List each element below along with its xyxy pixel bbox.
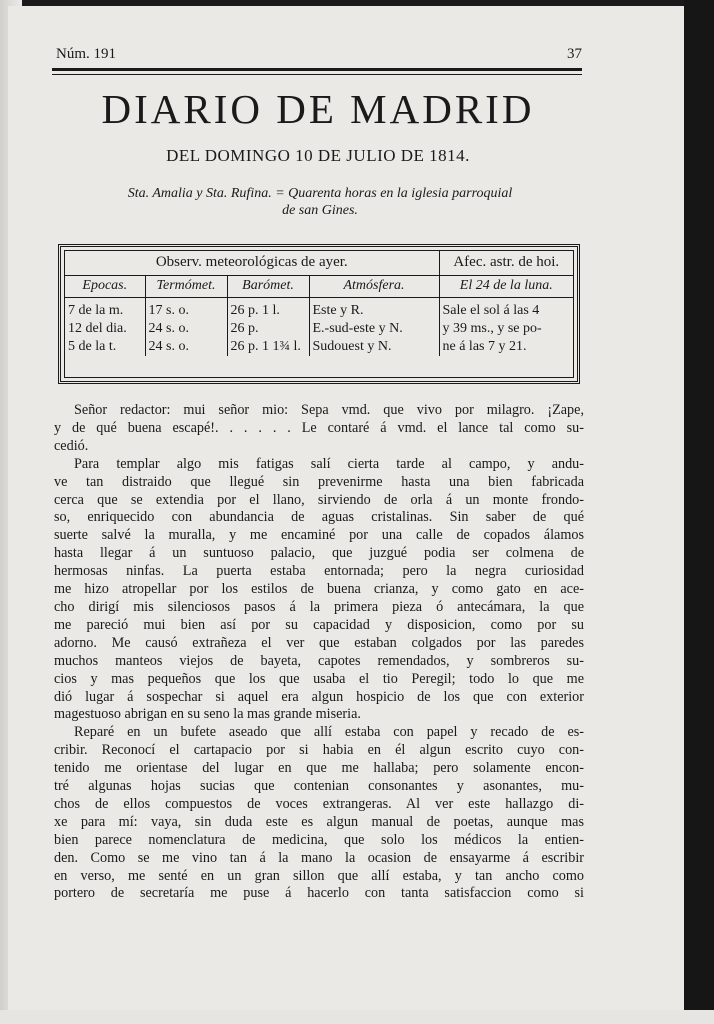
table-cell: 17 s. o. <box>145 297 227 320</box>
article-line: cedió. <box>54 437 89 454</box>
table-cell: Sale el sol á las 4 <box>439 297 573 320</box>
table-cell: Sudouest y N. <box>309 338 439 356</box>
article-line: me pareció mui bien así por su capacidad y disposicion, como por su <box>54 616 584 633</box>
table-cell: 26 p. 1 1¾ l. <box>227 338 309 356</box>
saints-of-the-day <box>70 185 570 219</box>
column-header: Barómet. <box>227 275 309 297</box>
header-rule-thick <box>52 68 582 71</box>
table-cell: 26 p. <box>227 320 309 338</box>
article-line: Señor redactor: mui señor mio: Sepa vmd. que vivo por milagro. ¡Zape, <box>74 402 584 418</box>
weather-heading-right: Afec. astr. de hoi. <box>439 251 573 275</box>
column-header: Atmósfera. <box>309 275 439 297</box>
article-body <box>54 402 584 903</box>
table-cell: 7 de la m. <box>68 302 124 318</box>
article-line: tré algunas hojas sucias que contenian consonantes y asonantes, mu- <box>54 778 584 795</box>
article-line: me hizo atropellar por los estilos de buena crianza, y como gato en ace- <box>54 581 584 598</box>
weather-table-inner <box>64 250 574 378</box>
table-cell: 12 del dia. <box>68 320 127 336</box>
article-line: y de qué buena escapé!. . . . . . Le contaré á vmd. el lance tal como su- <box>54 419 584 436</box>
article-line: xe para mí: vaya, sin duda este es algun manual de poetas, aunque mas <box>54 813 584 830</box>
article-line: ve tan distraido que llegué sin prevenirme hasta una bien fabricada <box>54 473 584 490</box>
masthead-date: DEL DOMINGO 10 DE JULIO DE 1814. <box>166 146 470 165</box>
weather-table <box>65 251 573 356</box>
article-line: so, enriquecido con abundancia de aguas cristalinas. Sin saber de qué <box>54 509 584 526</box>
table-cell: E.-sud-este y N. <box>309 320 439 338</box>
article-line: Reparé en un bufete aseado que allí estaba con papel y recado de es- <box>74 724 584 741</box>
column-header: El 24 de la luna. <box>439 275 573 297</box>
page-header <box>56 46 586 66</box>
article-line: adorno. Me causó extrañeza el ver que estaban colgados por las paredes <box>54 634 584 651</box>
weather-column-headers <box>65 275 573 297</box>
page-number: 37 <box>567 46 582 62</box>
article-line: tenido me orientase del lugar en que me hallaba; pero solamente encon- <box>54 760 584 777</box>
saints-line: de san Gines. <box>282 203 358 218</box>
page-bottom-edge <box>0 1010 714 1024</box>
table-cell: y 39 ms., y se po- <box>439 320 573 338</box>
article-line: cho dirigí mis silenciosos pasos á la primera pieza ó antecámara, la que <box>54 598 584 615</box>
article-line: cribir. Reconocí el cartapacio por si habia en él algun escrito cuyo con- <box>54 742 584 759</box>
article-line: magestuoso abrigan en su seno la mas grande miseria. <box>54 706 361 723</box>
column-header: Epocas. <box>65 275 145 297</box>
table-cell: Este y R. <box>309 297 439 320</box>
article-line: chos de ellos compuestos de voces extrangeras. Al ver este hallazgo di- <box>54 795 584 812</box>
table-cell: 26 p. 1 l. <box>227 297 309 320</box>
article-line: hermosas ninfas. La puerta estaba entornada; pero la negra curiosidad <box>54 563 584 580</box>
article-line: hasta llegar á un suntuoso palacio, que juzgué podia ser colmena de <box>54 545 584 562</box>
article-line: Para templar algo mis fatigas salí cierta tarde al campo, y andu- <box>74 455 584 472</box>
scan-dark-border <box>684 0 714 1024</box>
masthead-title: DIARIO DE MADRID <box>101 86 535 132</box>
article-line: cerca que se extendia por el llano, sirviendo de orla á un monte frondo- <box>54 491 584 508</box>
article-line: muchos manteos viejos de bayeta, capotes remendados, y sombreros su- <box>54 652 584 669</box>
article-line: dió lugar á sospechar si aquel era algun hospicio de los que con exterior <box>54 688 584 705</box>
table-cell: 24 s. o. <box>145 338 227 356</box>
table-row <box>65 320 573 338</box>
column-header: Termómet. <box>145 275 227 297</box>
article-line: bien parece nomenclatura de medicina, que solo los médicos la entien- <box>54 831 584 848</box>
table-cell: 24 s. o. <box>145 320 227 338</box>
table-row <box>65 297 573 320</box>
weather-table-frame <box>58 244 580 384</box>
weather-heading-row <box>65 251 573 275</box>
article-line: den. Como se me vino tan á la mano la ocasion de ensayarme á escribir <box>54 849 584 866</box>
article-line: cios y mas pequeños que los que usaba el tio Peregil; todo lo que me <box>54 670 584 687</box>
article-line: en verso, me senté en un gran sillon que allí estaba, y tan ancho como <box>54 867 584 884</box>
table-row <box>65 338 573 356</box>
header-rule-thin <box>52 74 582 75</box>
saints-line: Sta. Amalia y Sta. Rufina. = Quarenta horas en la iglesia parroquial <box>127 186 513 201</box>
table-cell: 5 de la t. <box>68 338 117 354</box>
article-line: portero de secretaría me puse á hacerlo con tanta satisfaccion como si <box>54 885 584 902</box>
weather-heading-left: Observ. meteorológicas de ayer. <box>65 251 439 275</box>
table-cell: ne á las 7 y 21. <box>439 338 573 356</box>
article-line: suerte salvé la muralla, y me encaminé por una calle de copados álamos <box>54 527 584 544</box>
issue-number: Núm. 191 <box>56 46 116 62</box>
